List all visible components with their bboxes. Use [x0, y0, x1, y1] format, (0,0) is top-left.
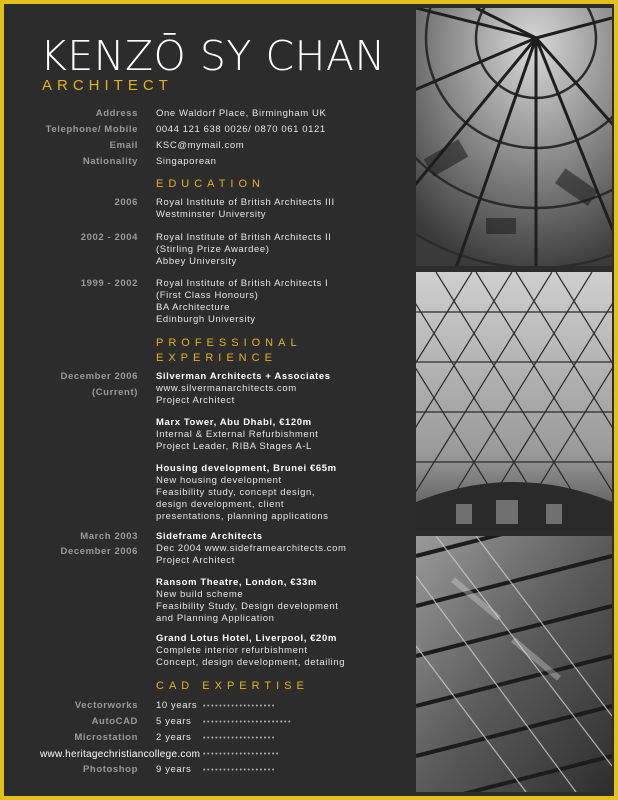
project-line: Complete interior refurbishment — [156, 645, 308, 656]
experience-heading: EXPERIENCE — [156, 352, 277, 364]
experience-heading: PROFESSIONAL — [156, 337, 302, 349]
contact-value: Singaporean — [156, 156, 217, 167]
project-line: and Planning Application — [156, 613, 275, 624]
project-line: New housing development — [156, 475, 282, 486]
watermark: www.heritagechristiancollege.com — [40, 749, 201, 760]
education-line: (Stirling Prize Awardee) — [156, 244, 270, 255]
job-company: Silverman Architects + Associates — [156, 371, 331, 382]
cad-skill-level: •••••••••••••••••• — [203, 767, 276, 774]
contact-label: Email — [109, 140, 138, 151]
candidate-role: ARCHITECT — [42, 77, 173, 94]
contact-label: Telephone/ Mobile — [45, 124, 138, 135]
cad-skill-level: •••••••••••••••••• — [203, 703, 276, 710]
cad-skill-level: •••••••••••••••••••••• — [203, 719, 293, 726]
cad-skill-level: •••••••••••••••••• — [203, 735, 276, 742]
cad-skill-years: 5 years — [156, 716, 192, 727]
project-line: Concept, design development, detailing — [156, 657, 346, 668]
stair-photo — [416, 536, 612, 792]
job-line: www.silvermanarchitects.com — [156, 383, 297, 394]
education-line: Abbey University — [156, 256, 237, 267]
cad-skill-years: 2 years — [156, 732, 192, 743]
project-title: Grand Lotus Hotel, Liverpool, €20m — [156, 633, 337, 644]
project-line: Internal & External Refurbishment — [156, 429, 319, 440]
project-title: Ransom Theatre, London, €33m — [156, 577, 317, 588]
education-line: Westminster University — [156, 209, 267, 220]
job-date: (Current) — [91, 387, 138, 398]
job-line: Project Architect — [156, 555, 235, 566]
candidate-name: KENZŌ SY CHAN — [40, 32, 386, 80]
job-date: December 2006 — [60, 546, 138, 557]
job-company: Sideframe Architects — [156, 531, 263, 542]
education-line: Royal Institute of British Architects III — [156, 197, 335, 208]
photo-column — [416, 8, 612, 792]
cad-skill-name: Photoshop — [82, 764, 138, 775]
project-title: Marx Tower, Abu Dhabi, €120m — [156, 417, 312, 428]
education-line: Royal Institute of British Architects II — [156, 232, 332, 243]
project-line: design development, client — [156, 499, 285, 510]
contact-value: KSC@mymail.com — [156, 140, 245, 151]
project-line: presentations, planning applications — [156, 511, 329, 522]
project-line: Feasibility study, concept design, — [156, 487, 316, 498]
resume-page — [4, 4, 614, 796]
cad-skill-level: ••••••••••••••••••• — [203, 751, 280, 758]
cad-skill-name: Vectorworks — [74, 700, 138, 711]
job-line: Dec 2004 www.sideframearchitects.com — [156, 543, 347, 554]
project-line: Project Leader, RIBA Stages A-L — [156, 441, 312, 452]
cad-skill-name: AutoCAD — [91, 716, 138, 727]
glass-roof-photo — [416, 272, 612, 530]
education-date: 1999 - 2002 — [80, 278, 138, 289]
education-date: 2006 — [114, 197, 138, 208]
education-date: 2002 - 2004 — [80, 232, 138, 243]
contact-value: 0044 121 638 0026/ 0870 061 0121 — [156, 124, 326, 135]
cad-skill-name: Microstation — [74, 732, 138, 743]
cad-heading: CAD EXPERTISE — [156, 680, 309, 692]
education-heading: EDUCATION — [156, 178, 265, 190]
project-title: Housing development, Brunei €65m — [156, 463, 337, 474]
cad-skill-years: 9 years — [156, 764, 192, 775]
cad-skill-years: 10 years — [156, 700, 198, 711]
job-date: December 2006 — [60, 371, 138, 382]
contact-value: One Waldorf Place, Birmingham UK — [156, 108, 327, 119]
dome-ceiling-photo — [416, 8, 612, 266]
job-line: Project Architect — [156, 395, 235, 406]
education-line: BA Architecture — [156, 302, 230, 313]
project-line: Feasibility Study, Design development — [156, 601, 339, 612]
education-line: Royal Institute of British Architects I — [156, 278, 329, 289]
contact-label: Address — [95, 108, 138, 119]
education-line: (First Class Honours) — [156, 290, 259, 301]
project-line: New build scheme — [156, 589, 244, 600]
job-date: March 2003 — [80, 531, 138, 542]
education-line: Edinburgh University — [156, 314, 256, 325]
contact-label: Nationality — [82, 156, 138, 167]
